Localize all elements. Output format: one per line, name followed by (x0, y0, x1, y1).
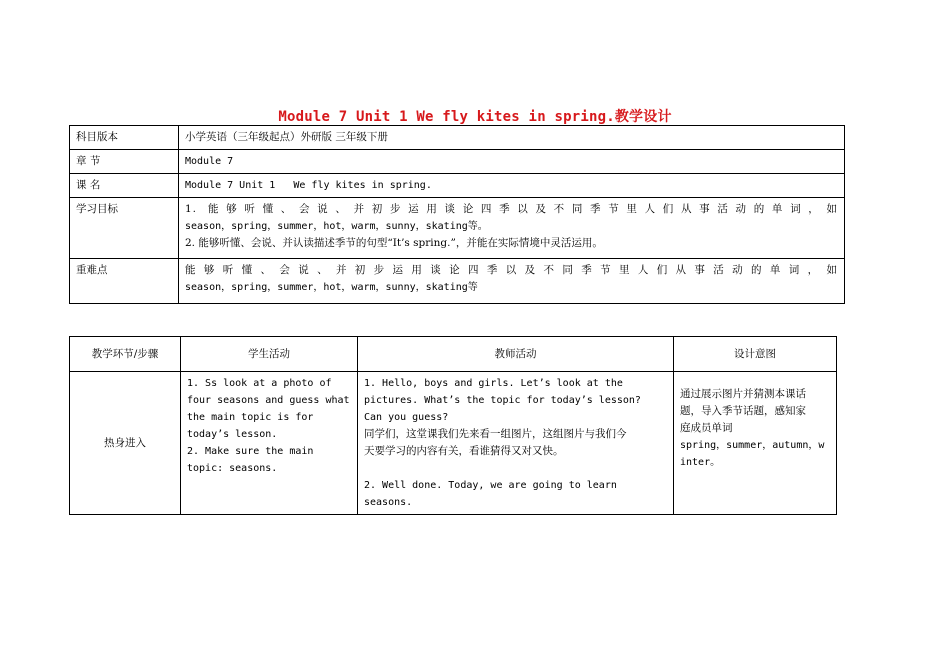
info-value: Module 7 (179, 150, 845, 174)
goals-label: 学习目标 (70, 198, 179, 259)
table-row (70, 198, 845, 259)
header-intent: 设计意图 (674, 337, 837, 372)
students-line: the main topic is for (187, 412, 314, 423)
teacher-line: 天要学习的内容有关，看谁猜得又对又快。 (364, 445, 564, 457)
students-line: 1. Ss look at a photo of (187, 378, 332, 389)
table-row (70, 259, 845, 304)
teacher-line: 2. Well done. Today, we are going to learn (364, 480, 617, 491)
activity-table (69, 336, 837, 515)
students-line: today’s lesson. (187, 429, 278, 440)
info-label: 课 名 (70, 174, 179, 198)
students-cell (181, 372, 358, 515)
info-value: Module 7 Unit 1 We fly kites in spring. (179, 174, 845, 198)
students-line: four seasons and guess what (187, 395, 350, 406)
stage-cell: 热身进入 (70, 372, 181, 515)
intent-line: inter。 (680, 457, 721, 468)
teacher-line: Can you guess? (364, 412, 449, 423)
difficulty-cell (179, 259, 845, 304)
teacher-cell (358, 372, 674, 515)
table-row (70, 174, 845, 198)
table-header-row (70, 337, 837, 372)
difficulty-label: 重难点 (70, 259, 179, 304)
goals-line: 1. 能够听懂、会说、并初步运用谈论四季以及不同季节里人们从事活动的单词，如 (185, 203, 838, 215)
header-stage: 教学环节/步骤 (70, 337, 181, 372)
goals-line: 2. 能够听懂、会说、并认读描述季节的句型“It’s spring.”，并能在实际情境中灵活运用。 (185, 237, 603, 249)
difficulty-line: 能够听懂、会说、并初步运用谈论四季以及不同季节里人们从事活动的单词，如 (185, 264, 838, 276)
teacher-line: pictures. What’s the topic for today’s lesson? (364, 395, 641, 406)
teacher-line: 同学们，这堂课我们先来看一组图片，这组图片与我们今 (364, 428, 627, 440)
header-teacher: 教师活动 (358, 337, 674, 372)
info-label: 章 节 (70, 150, 179, 174)
table-row (70, 372, 837, 515)
students-line: 2. Make sure the main (187, 446, 314, 457)
intent-line: 庭成员单词 (680, 422, 733, 434)
table-row (70, 150, 845, 174)
document-title: Module 7 Unit 1 We fly kites in spring.教学设计 (278, 109, 672, 125)
intent-cell (674, 372, 837, 515)
intent-line: 题，导入季节话题，感知家 (680, 405, 806, 417)
goals-cell (179, 198, 845, 259)
info-value: 小学英语（三年级起点）外研版 三年级下册 (179, 126, 845, 150)
info-label: 科目版本 (70, 126, 179, 150)
difficulty-line: season，spring，summer，hot，warm，sunny，skating等 (185, 282, 478, 293)
intent-line: spring，summer，autumn，w (680, 440, 825, 451)
table-row (70, 126, 845, 150)
students-line: topic: seasons. (187, 463, 278, 474)
teacher-line (364, 460, 667, 477)
teacher-line: 1. Hello, boys and girls. Let’s look at the (364, 378, 623, 389)
header-students: 学生活动 (181, 337, 358, 372)
intent-line: 通过展示图片并猜测本课话 (680, 388, 806, 400)
teacher-line: seasons. (364, 497, 413, 508)
goals-line: season，spring，summer，hot，warm，sunny，skating等。 (185, 221, 488, 232)
lesson-info-table (69, 125, 845, 304)
